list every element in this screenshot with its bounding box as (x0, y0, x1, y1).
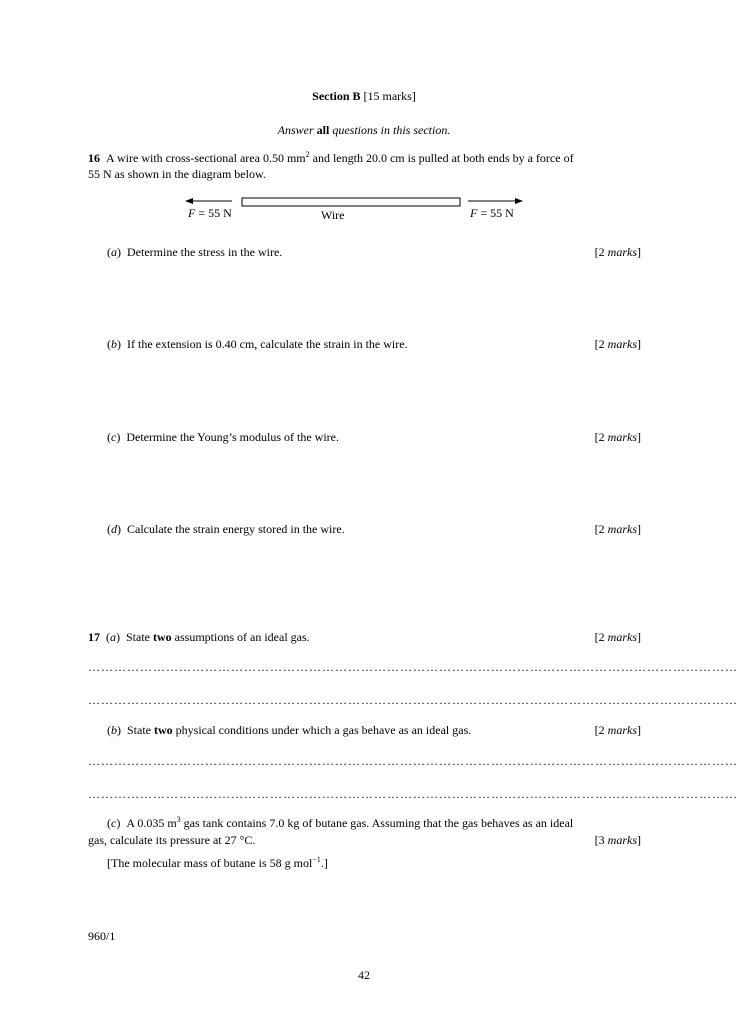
q16a-text: (a) Determine the stress in the wire. (107, 245, 283, 259)
q17c-line2: gas, calculate its pressure at 27 °C. (88, 833, 256, 847)
paper-code: 960/1 (88, 929, 116, 943)
q16-stem-line2: 55 N as shown in the diagram below. (88, 167, 266, 181)
right-force-label: F = 55 N (470, 206, 514, 220)
q17b-text: (b) State two physical conditions under which a gas behave as an ideal gas. (107, 723, 472, 737)
answer-line[interactable]: …………………………………………………………………………………………………………………………………… (88, 787, 738, 801)
answer-line[interactable]: …………………………………………………………………………………………………………………………………… (88, 754, 738, 768)
q17a-marks: [2 marks] (594, 630, 641, 644)
q16d-text: (d) Calculate the strain energy stored in the wire. (107, 522, 345, 536)
answer-line[interactable]: …………………………………………………………………………………………………………………………………… (88, 660, 738, 674)
wire-label: Wire (321, 208, 345, 222)
q17c-marks: [3 marks] (594, 833, 641, 847)
q16a-marks: [2 marks] (594, 245, 641, 259)
left-arrowhead (185, 198, 193, 204)
wire-rect (242, 198, 460, 206)
q17b-marks: [2 marks] (594, 723, 641, 737)
q16-stem-line1: 16 A wire with cross-sectional area 0.50 $mm^2$ and length 20.0 cm is pulled at both ends by a force of (88, 150, 574, 165)
q17a-text: 17 (a) State two assumptions of an ideal gas. (88, 630, 310, 644)
q17c-note: [The molecular mass of butane is 58 g mol$^{-1}$.] (107, 855, 328, 870)
q16b-text: (b) If the extension is 0.40 cm, calculate the strain in the wire. (107, 337, 408, 351)
left-force-label: F = 55 N (188, 206, 232, 220)
q17c-line1: (c) A 0.035 $m^3$ gas tank contains 7.0 kg of butane gas. Assuming that the gas behaves as an ideal (107, 815, 574, 830)
page-number: 42 (358, 968, 370, 982)
right-arrowhead (515, 198, 523, 204)
q16b-marks: [2 marks] (594, 337, 641, 351)
section-title: Section B [15 marks] (312, 89, 416, 103)
q16d-marks: [2 marks] (594, 522, 641, 536)
q16c-text: (c) Determine the Young’s modulus of the wire. (107, 430, 339, 444)
q16c-marks: [2 marks] (594, 430, 641, 444)
answer-line[interactable]: …………………………………………………………………………………………………………………………………… (88, 693, 738, 707)
section-instruction: Answer all questions in this section. (277, 123, 451, 137)
